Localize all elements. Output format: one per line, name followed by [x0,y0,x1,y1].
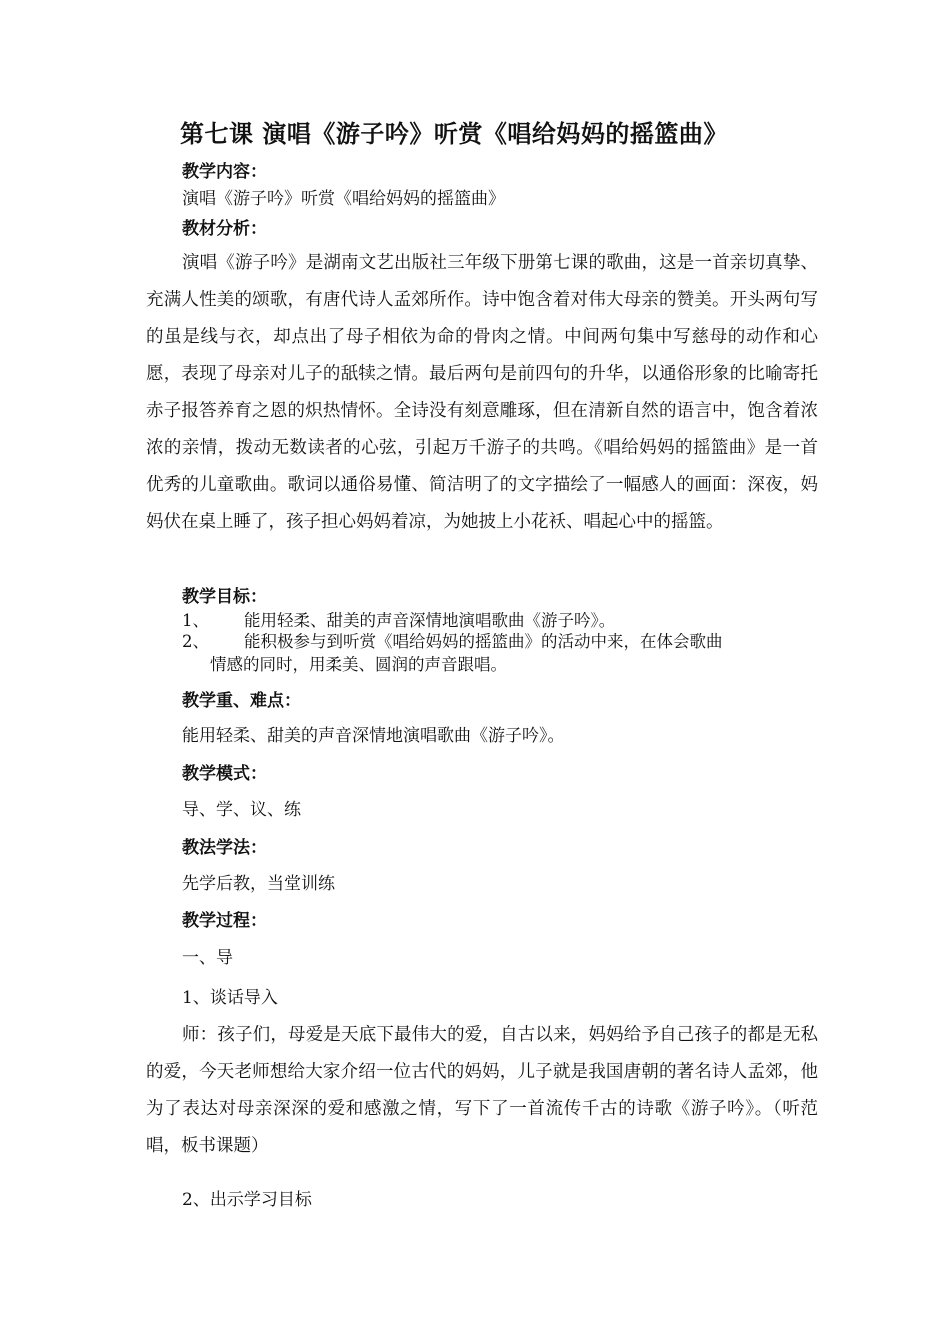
process-substep-1: 1、谈话导入 [182,988,278,1008]
key-points-heading: 教学重、难点： [182,691,301,711]
mode-heading: 教学模式： [182,764,267,784]
mode-text: 导、学、议、练 [182,800,301,820]
goal-item-1 [182,607,615,631]
goal-number: 2、 [182,632,209,651]
key-points-text: 能用轻柔、甜美的声音深情地演唱歌曲《游子吟》。 [182,726,565,746]
goal-text: 能用轻柔、甜美的声音深情地演唱歌曲《游子吟》。 [244,611,616,630]
goal-text: 能积极参与到听赏《唱给妈妈的摇篮曲》的活动中来，在体会歌曲 [244,632,723,651]
process-heading: 教学过程： [182,911,267,931]
process-substep-2: 2、出示学习目标 [182,1190,312,1210]
goal-text-continued: 情感的同时，用柔美、圆润的声音跟唱。 [210,655,507,674]
method-text: 先学后教，当堂训练 [182,874,335,894]
content-heading: 教学内容： [182,162,267,182]
goal-item-2 [182,630,822,676]
analysis-heading: 教材分析： [182,219,267,239]
content-text: 演唱《游子吟》听赏《唱给妈妈的摇篮曲》 [182,189,505,209]
method-heading: 教法学法： [182,838,267,858]
goals-heading: 教学目标： [182,587,267,607]
analysis-paragraph: 演唱《游子吟》是湖南文艺出版社三年级下册第七课的歌曲，这是一首亲切真挚、充满人性美的颂歌，有唐代诗人孟郊所作。诗中饱含着对伟大母亲的赞美。开头两句写的虽是线与衣，却点出了母子相依为命的骨肉之情。中间两句集中写慈母的动作和心愿，表现了母亲对儿子的舐犊之情。最后两句是前四句的升华，以通俗形象的比喻寄托赤子报答养育之恩的炽热情怀。全诗没有刻意雕琢，但在清新自然的语言中，饱含着浓浓的亲情，拨动无数读者的心弦，引起万千游子的共鸣。《唱给妈妈的摇篮曲》是一首优秀的儿童歌曲。歌词以通俗易懂、简洁明了的文字描绘了一幅感人的画面：深夜，妈妈伏在桌上睡了，孩子担心妈妈着凉，为她披上小花袄、唱起心中的摇篮。 [146,253,818,532]
goal-number: 1、 [182,611,209,630]
process-paragraph: 师：孩子们，母爱是天底下最伟大的爱，自古以来，妈妈给予自己孩子的都是无私的爱，今天老师想给大家介绍一位古代的妈妈，儿子就是我国唐朝的著名诗人孟郊，他为了表达对母亲深深的爱和感激之情，写下了一首流传千古的诗歌《游子吟》。（听范唱，板书课题） [146,1025,818,1156]
page-title: 第七课 演唱《游子吟》听赏《唱给妈妈的摇篮曲》 [180,119,728,148]
process-step-1: 一、导 [182,948,233,968]
